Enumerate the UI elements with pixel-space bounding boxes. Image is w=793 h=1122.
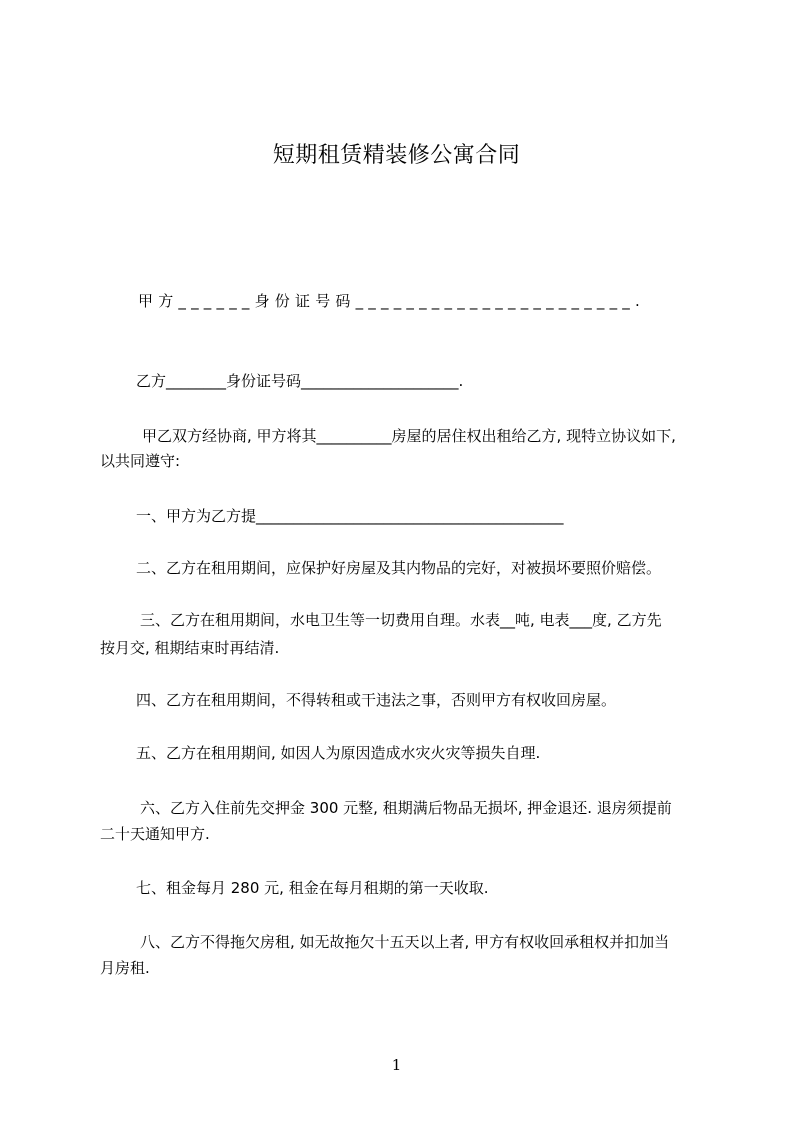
clause-1: 一、甲方为乙方提_________________________________________ [136,507,564,525]
clause-7: 七、租金每月 280 元, 租金在每月租期的第一天收取. [136,879,489,897]
clause-3-line-1: 三、乙方在租用期间，水电卫生等一切费用自理。水表__吨, 电表___度, 乙方先 [140,611,662,629]
clause-8-line-1: 八、乙方不得拖欠房租, 如无故拖欠十五天以上者, 甲方有权收回承租权并扣加当 [140,933,670,951]
party-a-line: 甲方______身份证号码______________________. [138,292,645,310]
party-b-line: 乙方________身份证号码_____________________. [136,372,464,390]
intro-line-2: 以共同遵守: [100,452,181,470]
clause-6-line-1: 六、乙方入住前先交押金 300 元整, 租期满后物品无损坏, 押金退还. 退房须提前 [140,799,672,817]
clause-4: 四、乙方在租用期间，不得转租或干违法之事，否则甲方有权收回房屋。 [136,691,617,709]
page-number: 1 [391,1056,402,1074]
clause-5: 五、乙方在租用期间, 如因人为原因造成水灾火灾等损失自理. [136,744,541,762]
clause-6-line-2: 二十天通知甲方. [100,825,210,843]
clause-3-line-2: 按月交, 租期结束时再结清. [100,639,280,657]
intro-line-1: 甲乙双方经协商, 甲方将其__________房屋的居住权出租给乙方, 现特立协议如下, [142,427,676,445]
clause-8-line-2: 月房租. [100,959,150,977]
clause-2: 二、乙方在租用期间，应保护好房屋及其内物品的完好，对被损坏要照价赔偿。 [136,559,662,577]
document-title: 短期租赁精装修公寓合同 [272,143,521,168]
